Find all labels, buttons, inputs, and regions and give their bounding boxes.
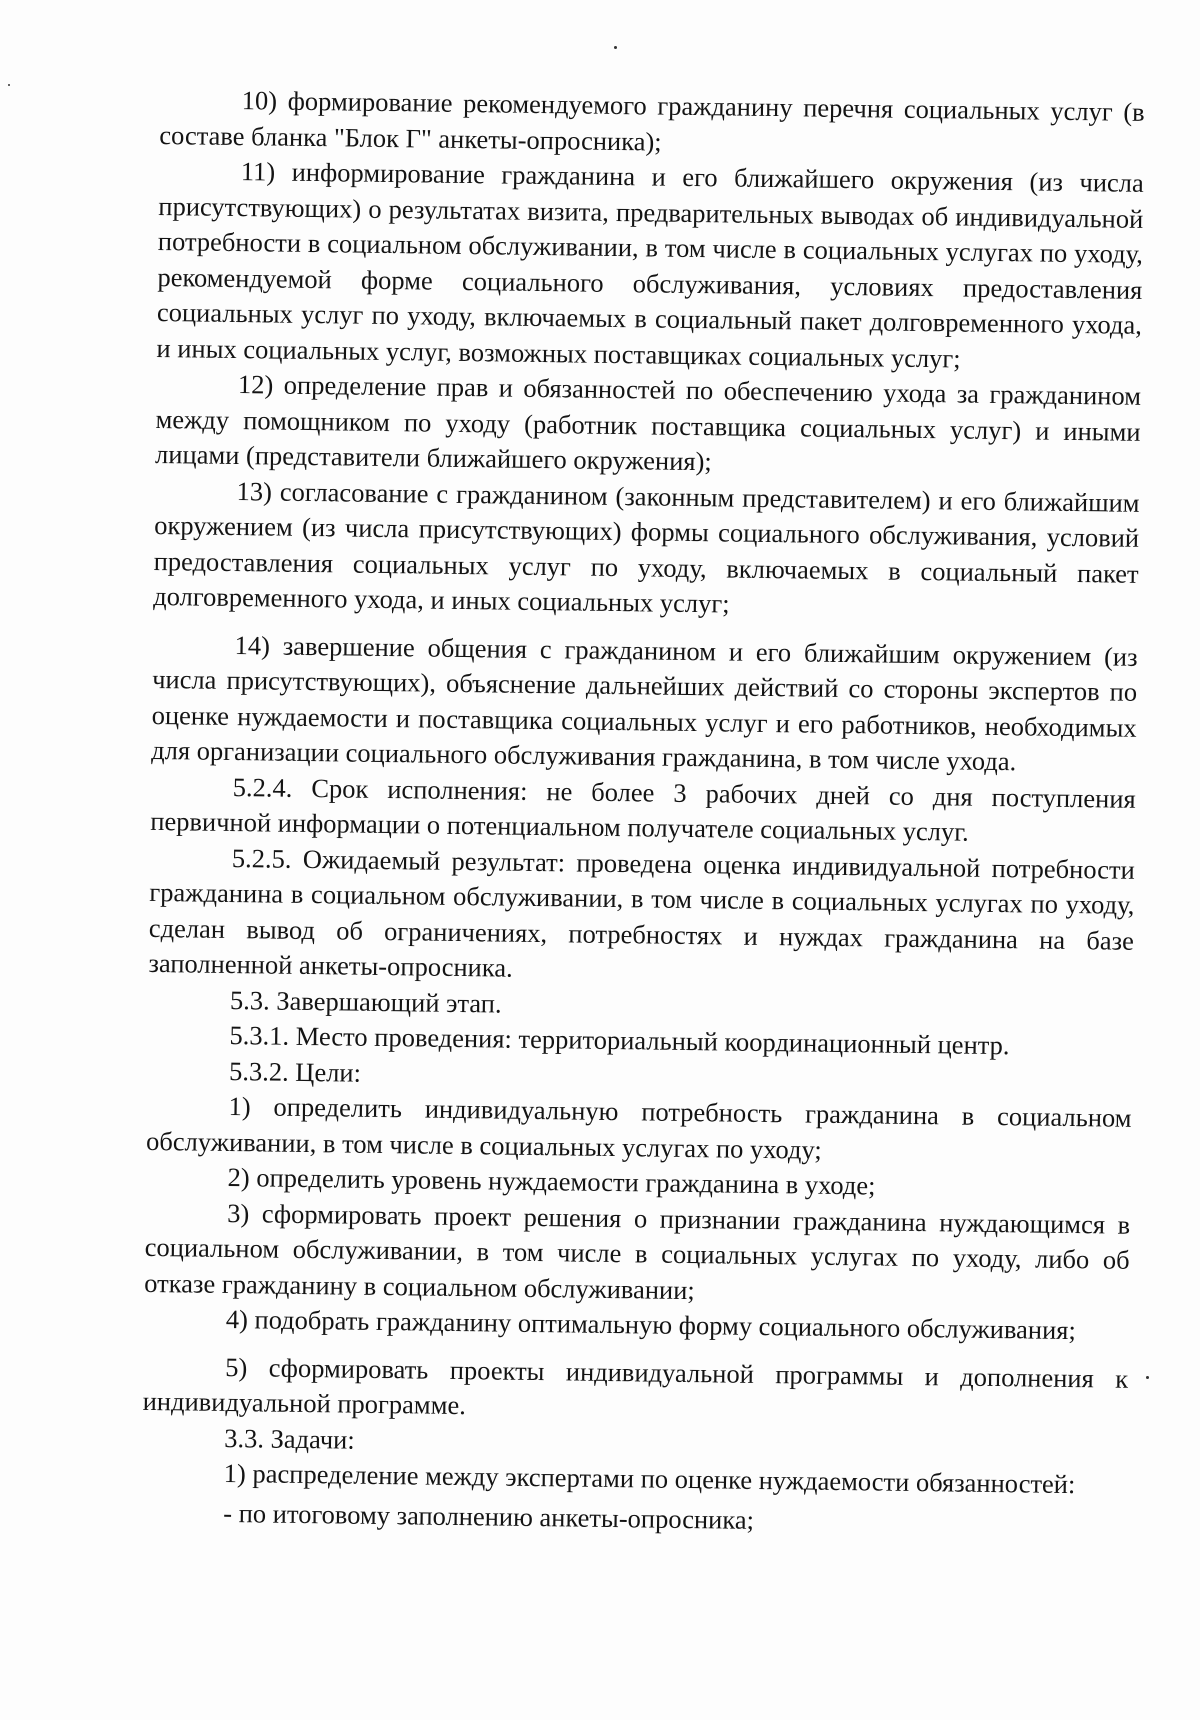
task-subitem: - по итоговому заполнению анкеты-опросника; xyxy=(223,1497,755,1535)
heading-5-3: 5.3. Завершающий этап. xyxy=(229,984,502,1019)
goal-item-5: 5) сформировать проекты индивидуальной программы и дополнения к индивидуальной программе. xyxy=(142,1351,1129,1421)
paragraph-5-2-4: 5.2.4. Срок исполнения: не более 3 рабочих дней со дня поступления первичной информации о потенциальном получателе социальных услуг. xyxy=(150,771,1136,847)
paragraph-item-12: 12) определение прав и обязанностей по обеспечению ухода за гражданином между помощником по уходу (работник поставщика социальных услуг) и иными лицами (представители ближайшего окружения); xyxy=(154,369,1142,477)
scan-speck xyxy=(1146,1376,1149,1379)
paragraph-5-2-5: 5.2.5. Ожидаемый результат: проведена оценка индивидуальной потребности гражданина в социальном обслуживании, в том числе в социальных услугах по уходу, сделан вывод об ограничениях, потребностях и нуждах гражданина на базе заполненной анкеты-опросника. xyxy=(148,842,1135,983)
heading-3-3: 3.3. Задачи: xyxy=(224,1422,355,1455)
scan-speck xyxy=(614,46,617,49)
document-body xyxy=(141,82,1145,1543)
paragraph-5-3-2: 5.3.2. Цели: xyxy=(228,1055,362,1088)
paragraph-item-13: 13) согласование с гражданином (законным представителем) и его ближайшим окружением (из числа присутствующих) формы социального обслуживания, условий предоставления социальных услуг по уходу, включаемых в социальный пакет долговременного ухода, и иных социальных услуг; xyxy=(153,475,1140,619)
paragraph-item-14: 14) завершение общения с гражданином и его ближайшим окружением (из числа присутствующих), объяснение дальнейших действий со стороны экспертов по оценке нуждаемости и поставщика социальных услуг и его работников, необходимых для организации социального обслуживания гражданина, в том числе ухода. xyxy=(151,629,1138,777)
goal-item-3: 3) сформировать проект решения о признании гражданина нуждающимся в социальном обслуживании, в том числе в социальных услугах по уходу, либо об отказе гражданину в социальном обслуживании; xyxy=(144,1197,1131,1305)
goal-item-1: 1) определить индивидуальную потребность гражданина в социальном обслуживании, в том числе в социальных услугах по уходу; xyxy=(145,1090,1132,1165)
paragraph-item-10: 10) формирование рекомендуемого гражданину перечня социальных услуг (в составе бланка "Блок Г" анкеты-опросника); xyxy=(159,85,1145,157)
paragraph-item-11: 11) информирование гражданина и его ближайшего окружения (из числа присутствующих) о результатах визита, предварительных выводах об индивидуальной потребности в социальном обслуживании, в том числе в социальных услугах по уходу, рекомендуемой форме социального обслуживания, условиях предоставления социальных услуг по уходу, включаемых в социальный пакет долговременного ухода, и иных социальных услуг, возможных поставщиках социальных услуг; xyxy=(156,156,1144,374)
scan-speck xyxy=(8,84,10,86)
goal-item-4: 4) подобрать гражданину оптимальную форму социального обслуживания; xyxy=(225,1303,1077,1346)
task-item-1: 1) распределение между экспертами по оценке нуждаемости обязанностей: xyxy=(223,1457,1076,1500)
goal-item-2: 2) определить уровень нуждаемости гражданина в уходе; xyxy=(227,1161,876,1201)
paragraph-5-3-1: 5.3.1. Место проведения: территориальный координационный центр. xyxy=(229,1019,1010,1061)
